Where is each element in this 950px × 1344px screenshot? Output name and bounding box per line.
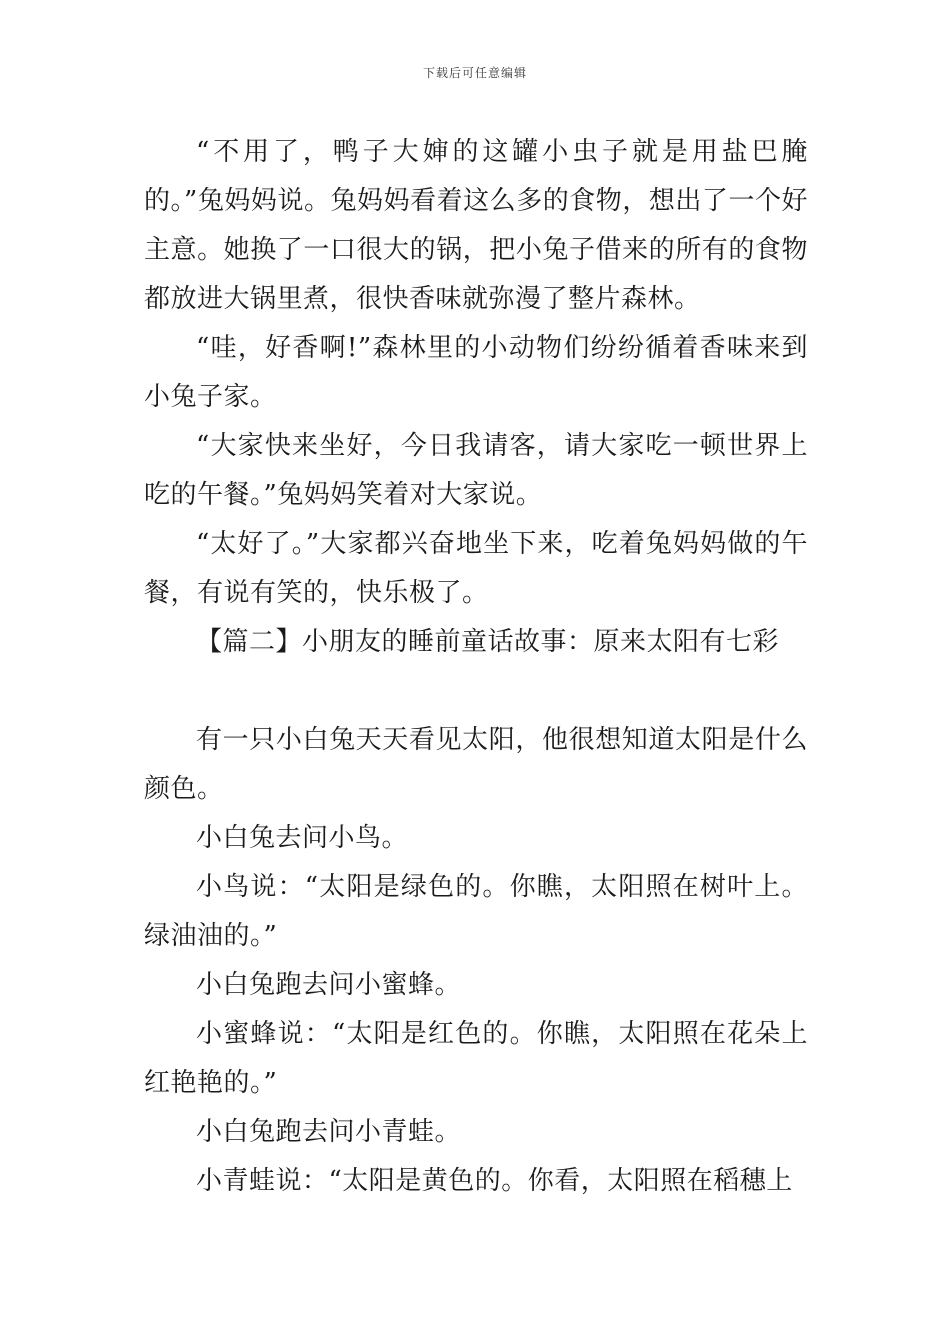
story-paragraph: 小鸟说：“太阳是绿色的。你瞧，太阳照在树叶上。绿油油的。” [144, 872, 808, 951]
paragraph: “大家快来坐好，今日我请客，请大家吃一顿世界上吃的午餐。”兔妈妈笑着对大家说。 [144, 431, 808, 510]
section-heading: 【篇二】小朋友的睡前童话故事：原来太阳有七彩 [196, 627, 780, 657]
paragraph: “哇，好香啊!”森林里的小动物们纷纷循着香味来到小兔子家。 [144, 333, 808, 412]
story-paragraph: 小蜜蜂说：“太阳是红色的。你瞧，太阳照在花朵上红艳艳的。” [144, 1019, 808, 1098]
story-paragraph: 小白兔去问小鸟。 [196, 823, 409, 853]
story-paragraph: 有一只小白兔天天看见太阳，他很想知道太阳是什么颜色。 [144, 725, 808, 804]
story-paragraph: 小白兔跑去问小青蛙。 [196, 1117, 462, 1147]
story-paragraph: 小青蛙说：“太阳是黄色的。你看，太阳照在稻穗上 [196, 1166, 793, 1196]
paragraph: “不用了，鸭子大婶的这罐小虫子就是用盐巴腌的。”兔妈妈说。兔妈妈看着这么多的食物，想出了一个好主意。她换了一口很大的锅，把小兔子借来的所有的食物都放进大锅里煮，很快香味就弥漫了整片森林。 [144, 137, 808, 314]
story-paragraph: 小白兔跑去问小蜜蜂。 [196, 970, 462, 1000]
page-header: 下载后可任意编辑 [422, 66, 527, 80]
paragraph: “太好了。”大家都兴奋地坐下来，吃着兔妈妈做的午餐，有说有笑的，快乐极了。 [144, 529, 808, 608]
blank-line [144, 667, 808, 716]
document-body [144, 128, 808, 1206]
